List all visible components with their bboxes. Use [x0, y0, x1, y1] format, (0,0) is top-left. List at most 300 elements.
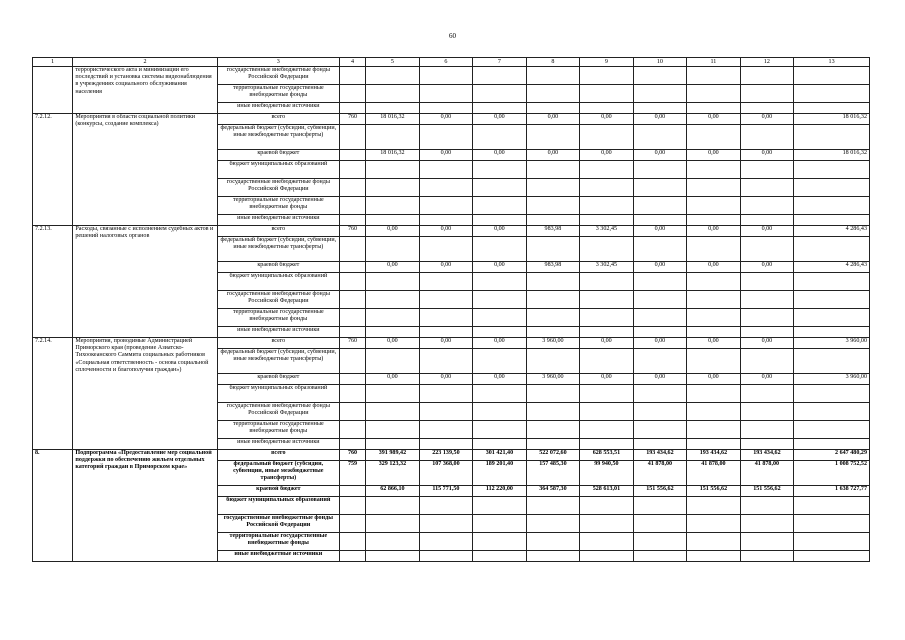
amount-cell	[580, 215, 634, 226]
amount-cell	[366, 439, 420, 450]
budget-code	[339, 533, 365, 551]
budget-code	[339, 403, 365, 421]
funding-source: бюджет муниципальных образований	[217, 385, 339, 403]
amount-cell: 0,00	[633, 150, 687, 161]
amount-cell	[366, 197, 420, 215]
funding-source: федеральный бюджет (субсидии, субвенции, иные межбюджетные трансферты)	[217, 461, 339, 486]
amount-cell	[419, 385, 473, 403]
amount-cell	[580, 497, 634, 515]
amount-cell	[473, 67, 527, 85]
amount-cell	[366, 385, 420, 403]
budget-code	[339, 67, 365, 85]
amount-cell: 0,00	[687, 114, 741, 125]
amount-cell: 3 302,45	[580, 226, 634, 237]
amount-cell	[526, 497, 580, 515]
page-number: 60	[449, 32, 456, 40]
amount-cell	[687, 215, 741, 226]
amount-cell: 0,00	[740, 338, 794, 349]
amount-cell	[633, 237, 687, 262]
budget-code	[339, 327, 365, 338]
amount-cell	[633, 497, 687, 515]
amount-cell	[794, 421, 870, 439]
header-cell-1: 1	[33, 58, 73, 67]
header-cell-10: 10	[633, 58, 687, 67]
amount-cell	[633, 421, 687, 439]
budget-code	[339, 273, 365, 291]
amount-cell	[473, 533, 527, 551]
amount-cell: 0,00	[580, 338, 634, 349]
budget-code	[339, 150, 365, 161]
amount-cell	[740, 497, 794, 515]
amount-cell: 522 072,60	[526, 450, 580, 461]
amount-cell	[473, 421, 527, 439]
amount-cell	[633, 197, 687, 215]
amount-cell: 0,00	[687, 374, 741, 385]
amount-cell	[473, 215, 527, 226]
amount-cell	[526, 439, 580, 450]
amount-cell	[526, 309, 580, 327]
amount-cell	[473, 309, 527, 327]
amount-cell: 112 220,00	[473, 486, 527, 497]
amount-cell	[473, 439, 527, 450]
budget-code	[339, 374, 365, 385]
amount-cell	[633, 125, 687, 150]
amount-cell	[580, 551, 634, 562]
amount-cell: 151 556,62	[740, 486, 794, 497]
amount-cell	[366, 103, 420, 114]
amount-cell	[633, 349, 687, 374]
amount-cell	[473, 349, 527, 374]
amount-cell	[419, 161, 473, 179]
budget-code	[339, 262, 365, 273]
amount-cell	[633, 67, 687, 85]
amount-cell	[473, 497, 527, 515]
item-title: Подпрограмма «Предоставление мер социальной поддержки по обеспечению жильем отдельных категорий граждан в Приморском крае»	[73, 450, 217, 562]
amount-cell	[419, 215, 473, 226]
amount-cell: 3 302,45	[580, 262, 634, 273]
funding-source: государственные внебюджетные фонды Российской Федерации	[217, 179, 339, 197]
amount-cell	[580, 403, 634, 421]
amount-cell: 62 866,10	[366, 486, 420, 497]
amount-cell: 329 123,32	[366, 461, 420, 486]
amount-cell: 3 960,00	[526, 338, 580, 349]
amount-cell	[419, 327, 473, 338]
amount-cell	[794, 403, 870, 421]
budget-table	[32, 57, 870, 562]
amount-cell	[473, 515, 527, 533]
amount-cell: 0,00	[740, 262, 794, 273]
amount-cell	[526, 385, 580, 403]
amount-cell	[633, 439, 687, 450]
amount-cell: 18 016,32	[794, 114, 870, 125]
header-cell-5: 5	[366, 58, 420, 67]
amount-cell	[419, 349, 473, 374]
amount-cell	[687, 385, 741, 403]
amount-cell	[633, 273, 687, 291]
header-row	[33, 58, 870, 67]
amount-cell	[687, 497, 741, 515]
amount-cell	[687, 533, 741, 551]
funding-source: краевой бюджет	[217, 486, 339, 497]
amount-cell	[794, 349, 870, 374]
amount-cell	[419, 551, 473, 562]
amount-cell	[526, 237, 580, 262]
amount-cell: 0,00	[633, 338, 687, 349]
amount-cell	[366, 327, 420, 338]
amount-cell: 0,00	[419, 262, 473, 273]
amount-cell	[740, 515, 794, 533]
amount-cell	[419, 309, 473, 327]
amount-cell	[687, 421, 741, 439]
amount-cell	[580, 533, 634, 551]
amount-cell: 193 434,62	[633, 450, 687, 461]
amount-cell	[740, 327, 794, 338]
amount-cell	[794, 327, 870, 338]
amount-cell: 0,00	[687, 150, 741, 161]
amount-cell: 364 587,30	[526, 486, 580, 497]
amount-cell: 0,00	[419, 226, 473, 237]
amount-cell	[526, 421, 580, 439]
amount-cell	[473, 403, 527, 421]
amount-cell	[419, 67, 473, 85]
amount-cell	[687, 67, 741, 85]
funding-source: федеральный бюджет (субсидии, субвенции, иные межбюджетные трансферты)	[217, 237, 339, 262]
funding-source: всего	[217, 338, 339, 349]
amount-cell	[366, 309, 420, 327]
amount-cell	[473, 273, 527, 291]
item-number: 8.	[33, 450, 73, 562]
budget-code	[339, 439, 365, 450]
amount-cell	[419, 179, 473, 197]
amount-cell: 0,00	[419, 374, 473, 385]
amount-cell	[687, 103, 741, 114]
funding-source: иные внебюджетные источники	[217, 327, 339, 338]
amount-cell	[526, 403, 580, 421]
funding-source: иные внебюджетные источники	[217, 215, 339, 226]
amount-cell: 0,00	[366, 262, 420, 273]
amount-cell	[794, 67, 870, 85]
budget-code: 759	[339, 461, 365, 486]
amount-cell	[366, 421, 420, 439]
amount-cell: 0,00	[366, 226, 420, 237]
funding-source: федеральный бюджет (субсидии, субвенции, иные межбюджетные трансферты)	[217, 349, 339, 374]
amount-cell	[633, 533, 687, 551]
amount-cell	[526, 179, 580, 197]
amount-cell: 301 421,40	[473, 450, 527, 461]
amount-cell	[580, 161, 634, 179]
amount-cell	[633, 551, 687, 562]
amount-cell	[473, 197, 527, 215]
header-cell-2: 2	[73, 58, 217, 67]
amount-cell: 18 016,32	[366, 150, 420, 161]
amount-cell	[580, 385, 634, 403]
budget-code: 760	[339, 338, 365, 349]
amount-cell	[366, 161, 420, 179]
funding-source: территориальные государственные внебюджетные фонды	[217, 421, 339, 439]
funding-source: федеральный бюджет (субсидии, субвенции, иные межбюджетные трансферты)	[217, 125, 339, 150]
amount-cell	[633, 179, 687, 197]
amount-cell: 151 556,62	[633, 486, 687, 497]
amount-cell	[580, 439, 634, 450]
amount-cell	[366, 85, 420, 103]
amount-cell	[526, 533, 580, 551]
amount-cell	[419, 497, 473, 515]
amount-cell	[580, 349, 634, 374]
amount-cell	[366, 551, 420, 562]
amount-cell: 0,00	[633, 262, 687, 273]
amount-cell	[740, 439, 794, 450]
amount-cell	[740, 85, 794, 103]
amount-cell	[740, 421, 794, 439]
amount-cell	[580, 85, 634, 103]
amount-cell	[473, 327, 527, 338]
amount-cell	[366, 179, 420, 197]
amount-cell	[419, 439, 473, 450]
header-cell-12: 12	[740, 58, 794, 67]
amount-cell: 528 613,01	[580, 486, 634, 497]
amount-cell: 0,00	[419, 114, 473, 125]
amount-cell	[740, 309, 794, 327]
amount-cell	[740, 179, 794, 197]
amount-cell	[366, 515, 420, 533]
amount-cell	[473, 385, 527, 403]
amount-cell	[740, 103, 794, 114]
amount-cell	[687, 161, 741, 179]
amount-cell	[580, 237, 634, 262]
amount-cell	[740, 161, 794, 179]
amount-cell: 41 878,00	[687, 461, 741, 486]
amount-cell	[366, 67, 420, 85]
amount-cell	[419, 291, 473, 309]
amount-cell: 0,00	[526, 150, 580, 161]
amount-cell	[366, 349, 420, 374]
amount-cell: 0,00	[580, 374, 634, 385]
amount-cell: 0,00	[740, 150, 794, 161]
amount-cell	[794, 291, 870, 309]
amount-cell	[794, 125, 870, 150]
amount-cell	[687, 515, 741, 533]
amount-cell	[740, 125, 794, 150]
header-cell-8: 8	[526, 58, 580, 67]
amount-cell: 18 016,32	[794, 150, 870, 161]
budget-code	[339, 349, 365, 374]
amount-cell	[473, 237, 527, 262]
amount-cell	[687, 85, 741, 103]
amount-cell	[687, 125, 741, 150]
amount-cell	[419, 421, 473, 439]
amount-cell	[794, 179, 870, 197]
amount-cell	[366, 237, 420, 262]
amount-cell	[794, 497, 870, 515]
budget-code	[339, 161, 365, 179]
budget-code	[339, 309, 365, 327]
header-cell-9: 9	[580, 58, 634, 67]
amount-cell	[687, 403, 741, 421]
amount-cell	[366, 497, 420, 515]
amount-cell	[633, 403, 687, 421]
amount-cell	[580, 327, 634, 338]
amount-cell	[794, 273, 870, 291]
budget-code	[339, 85, 365, 103]
budget-code: 760	[339, 226, 365, 237]
amount-cell	[473, 179, 527, 197]
amount-cell	[473, 161, 527, 179]
funding-source: краевой бюджет	[217, 262, 339, 273]
funding-source: государственные внебюджетные фонды Российской Федерации	[217, 403, 339, 421]
amount-cell	[580, 273, 634, 291]
amount-cell: 0,00	[633, 226, 687, 237]
amount-cell	[687, 273, 741, 291]
amount-cell	[633, 327, 687, 338]
funding-source: государственные внебюджетные фонды Российской Федерации	[217, 291, 339, 309]
amount-cell	[740, 237, 794, 262]
amount-cell	[794, 103, 870, 114]
amount-cell	[580, 515, 634, 533]
item-number	[33, 67, 73, 114]
amount-cell	[687, 551, 741, 562]
item-number: 7.2.12.	[33, 114, 73, 226]
amount-cell: 41 878,00	[633, 461, 687, 486]
funding-source: территориальные государственные внебюджетные фонды	[217, 309, 339, 327]
amount-cell: 0,00	[366, 374, 420, 385]
header-cell-3: 3	[217, 58, 339, 67]
amount-cell	[633, 291, 687, 309]
table-row	[33, 338, 870, 349]
funding-source: иные внебюджетные источники	[217, 439, 339, 450]
amount-cell	[794, 237, 870, 262]
amount-cell	[633, 161, 687, 179]
amount-cell	[740, 273, 794, 291]
amount-cell	[526, 551, 580, 562]
amount-cell	[633, 215, 687, 226]
amount-cell	[473, 103, 527, 114]
amount-cell	[687, 197, 741, 215]
amount-cell: 983,98	[526, 262, 580, 273]
amount-cell	[740, 215, 794, 226]
amount-cell	[687, 349, 741, 374]
amount-cell: 193 434,62	[687, 450, 741, 461]
item-title: Мероприятия в области социальной политики (конкурсы, создание комплекса)	[73, 114, 217, 226]
header-cell-4: 4	[339, 58, 365, 67]
funding-source: территориальные государственные внебюджетные фонды	[217, 85, 339, 103]
amount-cell: 0,00	[473, 262, 527, 273]
budget-code	[339, 237, 365, 262]
amount-cell	[419, 273, 473, 291]
budget-code	[339, 515, 365, 533]
amount-cell	[473, 125, 527, 150]
table-row	[33, 67, 870, 85]
amount-cell	[366, 291, 420, 309]
amount-cell	[687, 179, 741, 197]
funding-source: государственные внебюджетные фонды Российской Федерации	[217, 515, 339, 533]
amount-cell	[526, 197, 580, 215]
amount-cell: 151 556,62	[687, 486, 741, 497]
amount-cell	[419, 403, 473, 421]
budget-code: 760	[339, 114, 365, 125]
amount-cell	[794, 551, 870, 562]
amount-cell	[580, 421, 634, 439]
budget-code	[339, 179, 365, 197]
amount-cell	[794, 309, 870, 327]
budget-code	[339, 215, 365, 226]
amount-cell	[794, 533, 870, 551]
amount-cell: 115 771,50	[419, 486, 473, 497]
amount-cell	[366, 533, 420, 551]
amount-cell	[740, 291, 794, 309]
funding-source: краевой бюджет	[217, 374, 339, 385]
amount-cell: 3 960,00	[794, 338, 870, 349]
budget-code	[339, 291, 365, 309]
header-cell-6: 6	[419, 58, 473, 67]
amount-cell: 0,00	[740, 374, 794, 385]
amount-cell	[740, 385, 794, 403]
amount-cell	[580, 291, 634, 309]
amount-cell: 157 485,30	[526, 461, 580, 486]
amount-cell	[794, 197, 870, 215]
amount-cell: 189 201,40	[473, 461, 527, 486]
table-row	[33, 450, 870, 461]
budget-code: 760	[339, 450, 365, 461]
amount-cell	[580, 197, 634, 215]
amount-cell	[740, 67, 794, 85]
amount-cell	[419, 125, 473, 150]
funding-source: бюджет муниципальных образований	[217, 497, 339, 515]
amount-cell	[580, 67, 634, 85]
amount-cell	[740, 197, 794, 215]
amount-cell: 0,00	[580, 114, 634, 125]
funding-source: иные внебюджетные источники	[217, 103, 339, 114]
amount-cell	[687, 439, 741, 450]
amount-cell	[366, 215, 420, 226]
amount-cell	[740, 349, 794, 374]
amount-cell: 1 638 727,77	[794, 486, 870, 497]
funding-source: всего	[217, 114, 339, 125]
amount-cell: 1 008 752,52	[794, 461, 870, 486]
amount-cell	[526, 291, 580, 309]
amount-cell	[526, 327, 580, 338]
amount-cell: 0,00	[740, 226, 794, 237]
amount-cell: 0,00	[473, 150, 527, 161]
amount-cell	[526, 103, 580, 114]
amount-cell	[794, 439, 870, 450]
amount-cell: 2 647 480,29	[794, 450, 870, 461]
amount-cell	[526, 85, 580, 103]
amount-cell: 41 878,00	[740, 461, 794, 486]
amount-cell	[794, 215, 870, 226]
amount-cell: 0,00	[633, 374, 687, 385]
amount-cell	[580, 309, 634, 327]
amount-cell: 0,00	[580, 150, 634, 161]
header-cell-13: 13	[794, 58, 870, 67]
item-number: 7.2.14.	[33, 338, 73, 450]
funding-source: государственные внебюджетные фонды Российской Федерации	[217, 67, 339, 85]
amount-cell	[794, 85, 870, 103]
amount-cell	[580, 179, 634, 197]
amount-cell: 223 139,50	[419, 450, 473, 461]
amount-cell: 0,00	[473, 226, 527, 237]
amount-cell: 628 553,51	[580, 450, 634, 461]
amount-cell: 0,00	[633, 114, 687, 125]
amount-cell: 0,00	[740, 114, 794, 125]
budget-code	[339, 125, 365, 150]
amount-cell: 193 434,62	[740, 450, 794, 461]
amount-cell: 0,00	[526, 114, 580, 125]
amount-cell	[687, 291, 741, 309]
amount-cell	[419, 533, 473, 551]
funding-source: бюджет муниципальных образований	[217, 273, 339, 291]
amount-cell	[526, 125, 580, 150]
funding-source: иные внебюджетные источники	[217, 551, 339, 562]
